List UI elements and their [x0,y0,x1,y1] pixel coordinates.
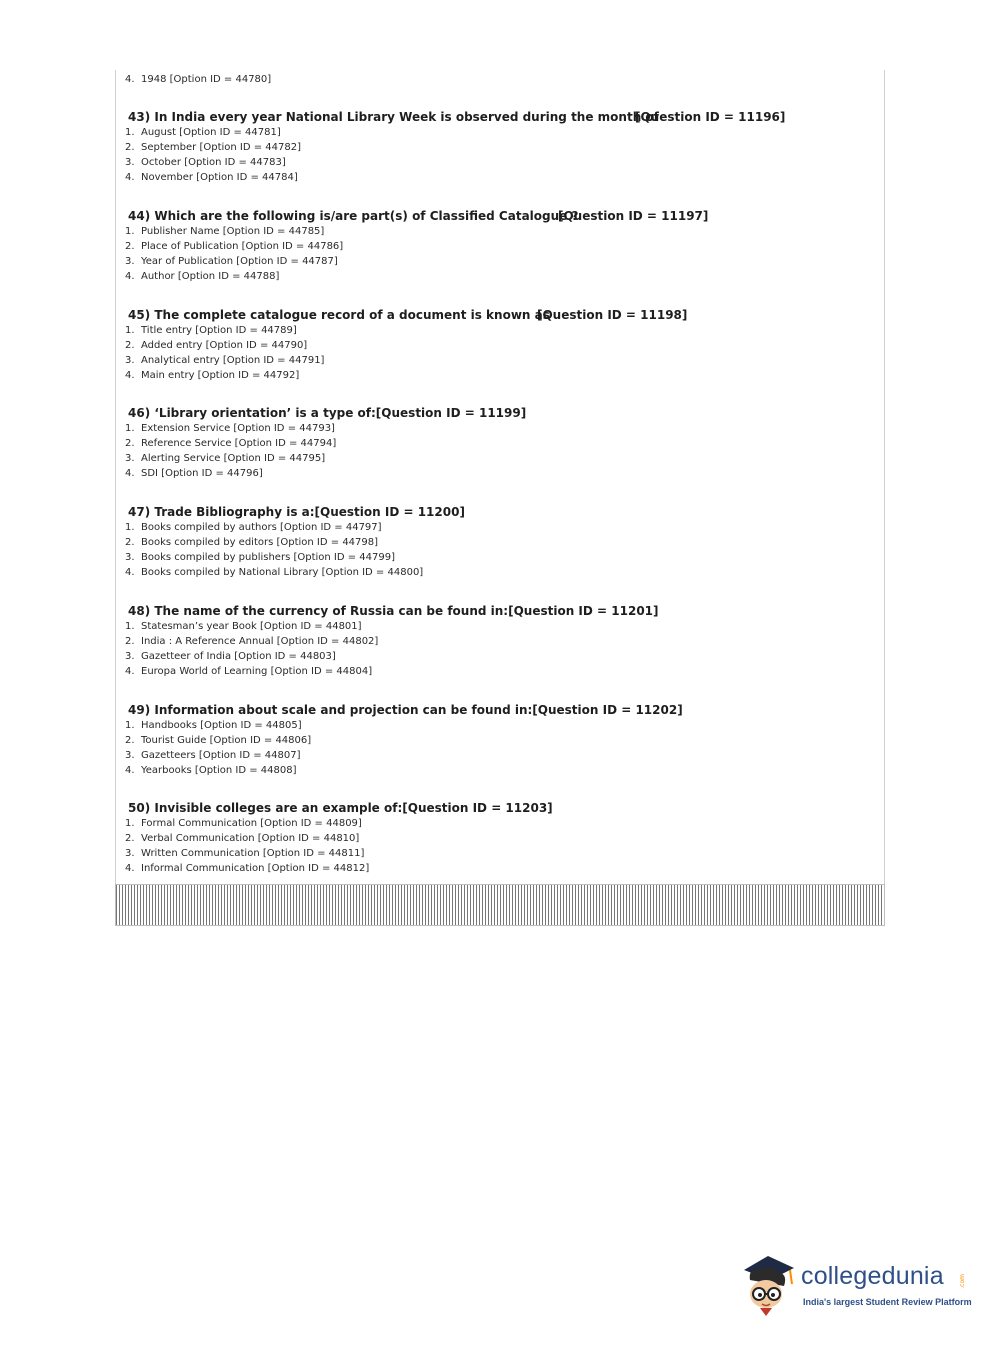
option-number: 1. [125,720,135,731]
option-item [125,765,297,777]
option-number: 2. [125,833,135,844]
question-id: [Question ID = 11198] [537,308,688,322]
option-number: 4. [125,666,135,677]
option-text: Gazetteers [Option ID = 44807] [141,750,301,761]
option-number: 2. [125,537,135,548]
option-number: 3. [125,355,135,366]
question-text: 49) Information about scale and projection can be found in:[Question ID = 11202] [128,703,683,717]
option-number: 2. [125,735,135,746]
option-item [125,142,301,154]
option-number: 3. [125,651,135,662]
option-text: 1948 [Option ID = 44780] [141,74,272,85]
option-item [125,818,362,830]
option-number: 4. [125,172,135,183]
option-text: Main entry [Option ID = 44792] [141,370,300,381]
option-number: 3. [125,157,135,168]
option-text: Year of Publication [Option ID = 44787] [141,256,338,267]
question-text: 46) ‘Library orientation’ is a type of:[Question ID = 11199] [128,406,527,420]
question-text: 45) The complete catalogue record of a document is known as [128,308,550,322]
brand-domain-suffix: .com [959,1274,966,1289]
option-number: 1. [125,818,135,829]
option-item [125,172,298,184]
option-item [125,226,324,238]
option-text: Reference Service [Option ID = 44794] [141,438,337,449]
option-text: Handbooks [Option ID = 44805] [141,720,302,731]
option-text: Informal Communication [Option ID = 44812] [141,863,370,874]
option-text: Yearbooks [Option ID = 44808] [141,765,297,776]
option-text: Tourist Guide [Option ID = 44806] [141,735,312,746]
option-item [125,256,338,268]
option-number: 3. [125,750,135,761]
option-text: Books compiled by National Library [Option ID = 44800] [141,567,424,578]
option-text: Verbal Communication [Option ID = 44810] [141,833,360,844]
option-text: Written Communication [Option ID = 44811] [141,848,365,859]
option-item [125,621,362,633]
option-item [125,735,311,747]
question-text: 44) Which are the following is/are part(s) of Classified Catalogue ? [128,209,579,223]
option-text: Formal Communication [Option ID = 44809] [141,818,362,829]
option-item [125,438,336,450]
option-number: 4. [125,370,135,381]
question-heading [128,604,659,618]
question-heading [128,703,683,717]
question-text: 50) Invisible colleges are an example of:[Question ID = 11203] [128,801,553,815]
option-item [125,848,364,860]
option-item [125,271,279,283]
option-number: 1. [125,325,135,336]
option-number: 3. [125,848,135,859]
question-text: 48) The name of the currency of Russia can be found in:[Question ID = 11201] [128,604,659,618]
option-text: India : A Reference Annual [Option ID = 44802] [141,636,379,647]
option-text: Title entry [Option ID = 44789] [141,325,297,336]
option-text: Books compiled by publishers [Option ID = 44799] [141,552,396,563]
option-text: Europa World of Learning [Option ID = 44804] [141,666,373,677]
option-text: Books compiled by authors [Option ID = 44797] [141,522,382,533]
option-text: November [Option ID = 44784] [141,172,298,183]
question-heading [128,110,786,124]
option-item [125,537,378,549]
barcode-strip [115,884,885,926]
question-heading [128,209,709,223]
option-number: 4. [125,74,135,85]
question-heading [128,308,688,322]
option-item [125,552,395,564]
option-number: 3. [125,256,135,267]
option-number: 4. [125,271,135,282]
option-item [125,241,343,253]
option-text: Books compiled by editors [Option ID = 44798] [141,537,379,548]
option-item [125,453,325,465]
option-item [125,720,302,732]
option-text: SDI [Option ID = 44796] [141,468,263,479]
option-item [125,863,369,875]
option-text: August [Option ID = 44781] [141,127,281,138]
option-text: Publisher Name [Option ID = 44785] [141,226,325,237]
option-item [125,127,281,139]
option-number: 2. [125,636,135,647]
question-text: 43) In India every year National Library Week is observed during the month of [128,110,659,124]
option-number: 2. [125,142,135,153]
question-heading [128,406,526,420]
option-item [125,157,286,169]
option-number: 4. [125,567,135,578]
option-item [125,355,324,367]
option-item [125,423,335,435]
option-text: September [Option ID = 44782] [141,142,302,153]
question-heading [128,505,465,519]
option-item [125,74,271,86]
brand-wordmark: collegedunia [801,1262,944,1290]
option-text: October [Option ID = 44783] [141,157,286,168]
option-item [125,567,423,579]
option-text: Extension Service [Option ID = 44793] [141,423,335,434]
option-item [125,666,372,678]
question-id: [Question ID = 11197] [558,209,709,223]
option-text: Added entry [Option ID = 44790] [141,340,308,351]
option-number: 2. [125,340,135,351]
question-id: [Question ID = 11196] [635,110,786,124]
option-number: 1. [125,226,135,237]
option-text: Gazetteer of India [Option ID = 44803] [141,651,336,662]
option-text: Analytical entry [Option ID = 44791] [141,355,325,366]
option-number: 3. [125,453,135,464]
option-text: Author [Option ID = 44788] [141,271,280,282]
question-heading [128,801,553,815]
brand-tagline: India's largest Student Review Platform [803,1297,972,1307]
option-item [125,325,297,337]
option-number: 1. [125,423,135,434]
option-item [125,750,300,762]
option-text: Alerting Service [Option ID = 44795] [141,453,326,464]
option-number: 3. [125,552,135,563]
option-number: 4. [125,863,135,874]
question-text: 47) Trade Bibliography is a:[Question ID = 11200] [128,505,465,519]
option-item [125,833,359,845]
option-number: 1. [125,621,135,632]
option-number: 1. [125,522,135,533]
option-number: 1. [125,127,135,138]
option-item [125,468,263,480]
option-item [125,522,382,534]
option-number: 2. [125,438,135,449]
option-item [125,340,307,352]
option-number: 2. [125,241,135,252]
option-item [125,636,378,648]
option-item [125,370,299,382]
option-number: 4. [125,468,135,479]
option-item [125,651,336,663]
option-text: Statesman’s year Book [Option ID = 44801] [141,621,362,632]
option-text: Place of Publication [Option ID = 44786] [141,241,344,252]
option-number: 4. [125,765,135,776]
